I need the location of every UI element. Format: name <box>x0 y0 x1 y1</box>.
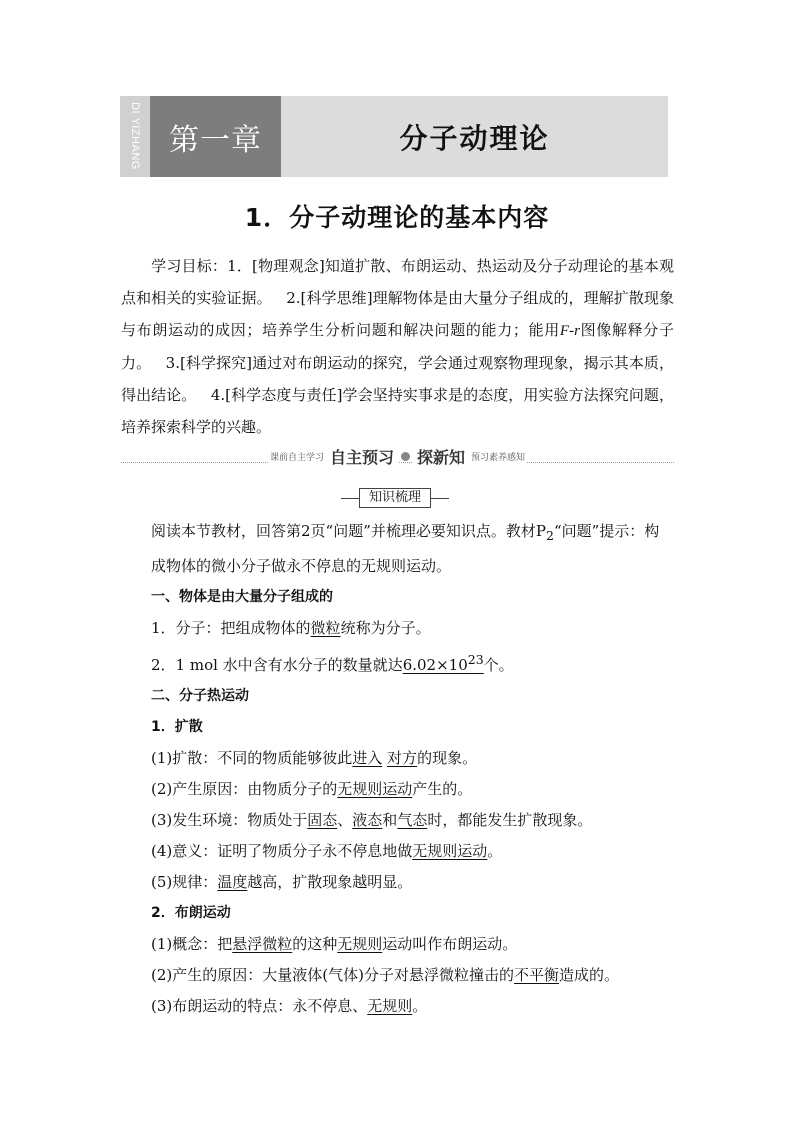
intro-paragraph: 阅读本节教材，回答第2页“问题”并梳理必要知识点。教材$P_2“$问题”提示：构成物体的微小分子做永不停息的无规则运动。 <box>151 522 660 575</box>
objective-2-symbol: F-r <box>559 323 580 339</box>
list-item: (2)产生原因：由物质分子的无规则运动产生的。 <box>151 780 473 798</box>
section-title-b: 探新知 <box>413 448 469 467</box>
subsection-heading-diffusion: 1．扩散 <box>151 719 203 735</box>
learning-objectives <box>121 250 674 443</box>
chapter-label-box <box>150 96 281 177</box>
body-content <box>121 516 674 1022</box>
objective-3: 3.[科学探究]通过对布朗运动的探究，学会通过观察物理现象，揭示其本质，得出结论。 <box>121 354 674 404</box>
objective-2: 2.[科学思维]理解物体是由大量分子组成的，理解扩散现象与布朗运动的成因；培养学生分析问题和解决问题的能力；能用 <box>121 289 674 339</box>
knowledge-label-box <box>341 488 449 508</box>
objective-4: 4.[科学态度与责任]学会坚持实事求是的态度，用实验方法探究问题，培养探索科学的兴趣。 <box>121 386 674 436</box>
objective-2-end: 图像解释分子力。 <box>121 321 674 372</box>
objective-1: 1．[物理观念]知道扩散、布朗运动、热运动及分子动理论的基本观点和相关的实验证据。 <box>121 257 674 307</box>
list-item: (1)概念：把悬浮微粒的这种无规则运动叫作布朗运动。 <box>151 935 518 953</box>
chapter-label: 第一章 <box>169 122 262 158</box>
list-item: 2．1 mol 水中含有水分子的数量就达$6.02\times 10^{23}$个。 <box>151 652 514 674</box>
chapter-title: 分子动理论 <box>399 121 550 155</box>
list-item: (4)意义：证明了物质分子永不停息地做无规则运动。 <box>151 842 503 860</box>
section-heading-1: 一、物体是由大量分子组成的 <box>151 589 333 605</box>
banner-side-strip <box>120 96 150 177</box>
list-item: (5)规律：温度越高，扩散现象越明显。 <box>151 873 413 891</box>
list-item: 1．分子：把组成物体的微粒统称为分子。 <box>151 619 431 637</box>
list-item: (1)扩散：不同的物质能够彼此进入 对方的现象。 <box>151 749 478 767</box>
chapter-banner <box>120 96 668 177</box>
section-left-caption: 课前自主学习 <box>269 453 324 463</box>
list-item: (3)发生环境：物质处于固态、液态和气态时，都能发生扩散现象。 <box>151 811 593 829</box>
lesson-title: 1．分子动理论的基本内容 <box>244 203 550 232</box>
chapter-title-area <box>281 96 668 177</box>
objectives-label: 学习目标： <box>151 257 228 275</box>
section-heading-2: 二、分子热运动 <box>151 688 249 704</box>
section-title-a: 自主预习 <box>326 448 398 467</box>
section-divider-bar <box>121 445 674 465</box>
banner-side-text: DI YIZHANG <box>129 102 141 170</box>
list-item: (2)产生的原因：大量液体(气体)分子对悬浮微粒撞击的不平衡造成的。 <box>151 966 619 984</box>
knowledge-label: 知识梳理 <box>359 488 431 508</box>
list-item: (3)布朗运动的特点：永不停息、无规则。 <box>151 997 428 1015</box>
bullet-icon <box>401 452 410 461</box>
subsection-heading-brownian: 2．布朗运动 <box>151 905 231 921</box>
section-right-caption: 预习素养感知 <box>471 453 526 463</box>
